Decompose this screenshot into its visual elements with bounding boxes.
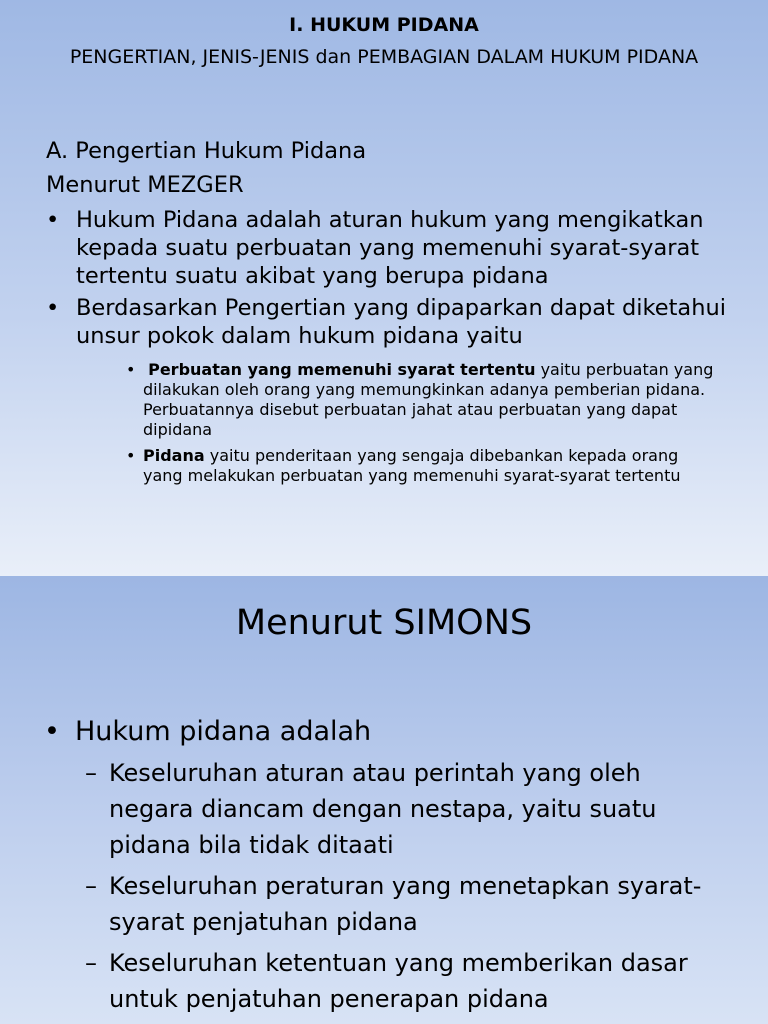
bullet-text: Hukum pidana adalah	[75, 716, 372, 747]
dash-item	[85, 945, 729, 1017]
slide-2-title: Menurut SIMONS	[235, 603, 533, 643]
bullet-item	[44, 714, 734, 750]
dash-icon: –	[85, 872, 97, 900]
sub-bullet-text: yaitu penderitaan yang sengaja dibebankan kepada orang yang melakukan perbuatan yang memenuhi syarat-syarat tertentu	[143, 446, 681, 485]
sub-bullet-list	[126, 360, 716, 486]
dash-icon: –	[85, 759, 97, 787]
sub-bullet-item	[126, 360, 716, 440]
bullet-text: Hukum Pidana adalah aturan hukum yang mengikatkan kepada suatu perbuatan yang memenuhi syarat-syarat tertentu suatu akibat yang berupa pidana	[76, 207, 704, 289]
dash-icon: –	[85, 949, 97, 977]
bullet-item	[46, 206, 746, 290]
section-heading: A. Pengertian Hukum Pidana	[46, 138, 367, 164]
bullet-icon: •	[126, 360, 136, 379]
bullet-icon: •	[126, 446, 136, 465]
dash-item	[85, 868, 729, 940]
bullet-icon: •	[44, 716, 60, 747]
sub-bullet-term: Perbuatan yang memenuhi syarat tertentu	[148, 360, 536, 379]
slide-1-body	[46, 134, 746, 492]
dash-text: Keseluruhan peraturan yang menetapkan syarat-syarat penjatuhan pidana	[109, 872, 702, 936]
dash-text: Keseluruhan ketentuan yang memberikan dasar untuk penjatuhan penerapan pidana	[109, 949, 688, 1013]
bullet-item	[46, 294, 746, 350]
source-heading: Menurut MEZGER	[46, 172, 244, 198]
sub-bullet-item	[126, 446, 716, 486]
slide-1-subtitle: PENGERTIAN, JENIS-JENIS dan PEMBAGIAN DALAM HUKUM PIDANA	[69, 46, 699, 68]
slide-2-body	[44, 714, 734, 1017]
bullet-text: Berdasarkan Pengertian yang dipaparkan dapat diketahui unsur pokok dalam hukum pidana yaitu	[76, 295, 726, 349]
bullet-icon: •	[46, 295, 60, 321]
bullet-icon: •	[46, 207, 60, 233]
slide-1-title: I. HUKUM PIDANA	[289, 14, 479, 36]
dash-text: Keseluruhan aturan atau perintah yang oleh negara diancam dengan nestapa, yaitu suatu pidana bila tidak ditaati	[109, 759, 657, 859]
dash-item	[85, 755, 729, 863]
sub-bullet-term: Pidana	[143, 446, 205, 465]
sub-bullet-text: yaitu perbuatan yang dilakukan oleh orang yang memungkinkan adanya pemberian pidana. Perbuatannya disebut perbuatan jahat atau perbuatan yang dapat dipidana	[143, 360, 714, 439]
